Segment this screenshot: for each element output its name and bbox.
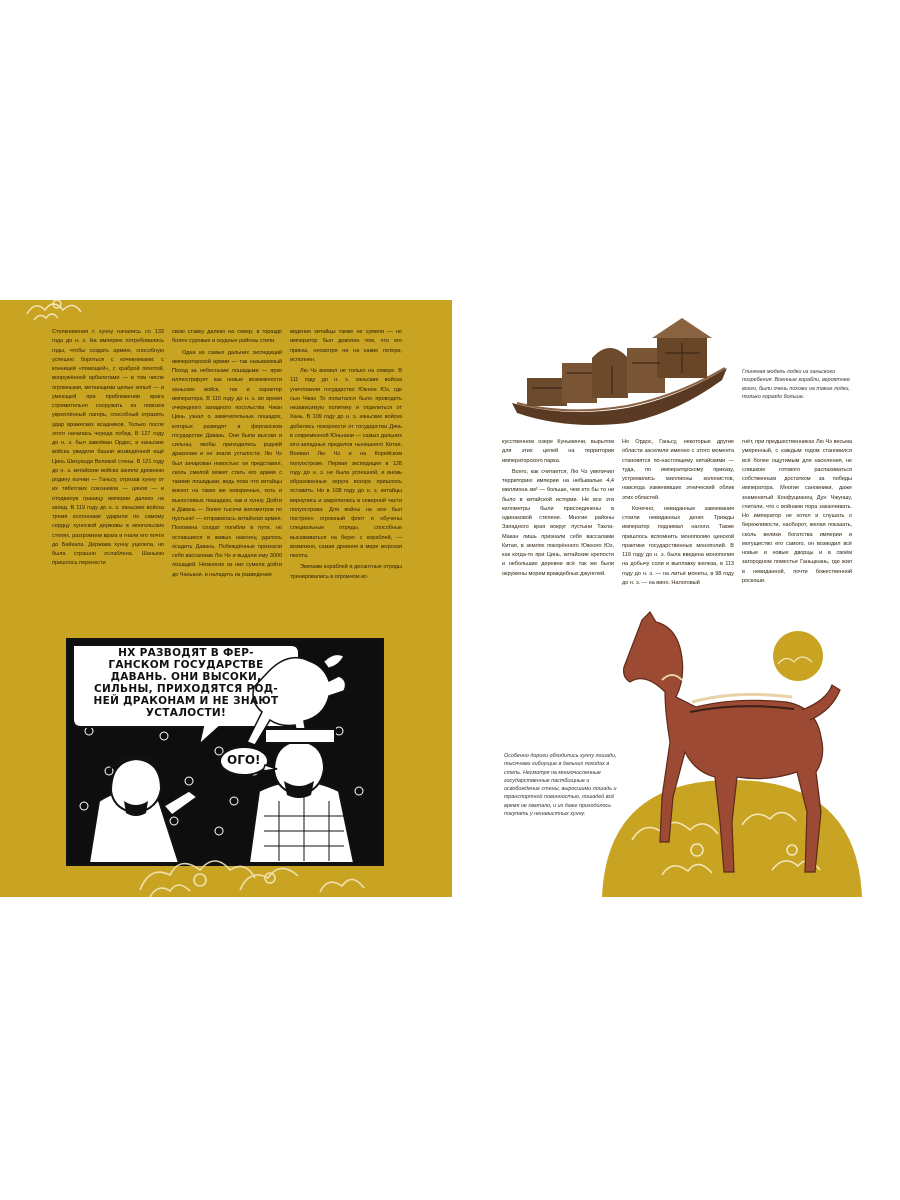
paragraph: Столкновения с хунну начались со 133 года до н. э. На империю потребовались годы, чтобы создать армию, способную успешно бороться с кочевниками: с конницей «помощей», с храброй пехотой, вооружённой арбалетами — в том числе огромными, метающими целые копья! — и умеющей при приближении врага стремительно сооружать из повозок укреплённый лагерь, способный отразить удар вражеских всадников. Только после этого началась череда побед. В 127 году до н. э. был завоёван Ордос, и ханьские войска увидели башни возведённой ещё Цинь Шихуанди Великой стены. В 121 году до н. э. китайские войска заняли древнюю родину юэчжи — Ганьсу, отрезав хунну от их тибетских союзников — цянов — и отодвинув границу империи далеко на запад. В 119 году до н. э. ханьские войска тремя колоннами ударили по самому сердцу хуннской державы в монгольских степях, разгромили врага и гнали его почти до Байкала. Держава хунну уцелела, но была страшно ослаблена. Шаньюю пришлось перенести xyxy=(52,329,164,567)
paragraph: свою ставку далеко на север, в гораздо более суровые и скудные районы степи. xyxy=(172,329,282,345)
speech-line: СИЛЬНЫ, ПРИХОДЯТСЯ РОД- xyxy=(93,683,279,695)
speech-line: УСТАЛОСТИ! xyxy=(145,707,227,719)
text-column-5 xyxy=(622,438,734,590)
speech-line: ДАВАНЬ. ОНИ ВЫСОКИ, xyxy=(110,671,262,683)
clay-horse-figure-image xyxy=(602,610,847,880)
paragraph: кусственном озере Куньминчи, вырытом для этих целей на территории императорского парка. xyxy=(502,439,614,464)
speech-bubble-top xyxy=(77,647,295,719)
text-column-3 xyxy=(290,328,402,584)
paragraph: Всего, как считается, Лю Чэ увеличил территорию империи на небывалые 4,4 миллиона км² — больше, чем кто бы то ни было в китайской истории. Не все эти километры были присоединены в одинаковой степени. Многие районы Западного края вокруг пустыни Такла-Макан лишь признали себя вассалами Китая, в землях покорённого Южного Юэ, как когда-то при Цинь, китайские крепости и небольшие деревни всё так же были окружены морем враждебных джунглей. xyxy=(502,468,614,577)
speech-line: НЕЙ ДРАКОНАМ И НЕ ЗНАЮТ xyxy=(93,695,279,707)
paragraph: гнёт, при предшественниках Лю Чэ весьма умеренный, с каждым годом становился всё более ощутимым для населения, не слишком готового распахиваться собственным достатком за победы императора. Многие сановники, даже знаменитый Конфуцианец Дун Чжуншу, считали, что с войнами пора заканчивать. Но император не хотел и слушать о бережливости, наоборот, желая показать, сколь велики богатства империи и могущество его самого, он возводил всё новые и новые дворцы и в своём загородном поместье Ганьцюань, где жил в невиданной, почти божественной роскоши. xyxy=(742,439,852,584)
text-column-2 xyxy=(172,328,282,582)
text-column-6 xyxy=(742,438,852,588)
speech-bubble-ogo: ОГО! xyxy=(227,753,261,767)
text-column-1 xyxy=(52,328,164,571)
right-page xyxy=(452,300,900,897)
book-spread xyxy=(0,300,900,897)
paragraph: Лю Чэ воевал не только на севере. В 111 году до н. э. ханьские войска уничтожили государство Южное Юэ, где сын Чжао То попытался было проводить независимую политику и отделиться от Хань. В 109 году до н. э. ханьские войска добились покорности от государства Дянь в современной Юньнани — самых дальних юго-западных пределов нынешнего Китая. Воевал Лю Чэ и на Корейском полуострове. Первая экспедиция в 128 году до н. э. не была успешной, и вновь образованные округа вскоре пришлось оставить. Но в 108 году до н. э. китайцы вернулись и закрепились в северной части полуострова. Для войны на юге был построен огромный флот и обучены специальные отряды, способные высаживаться на берег с кораблей, — возможно, самая древняя в мире морская пехота. xyxy=(290,368,402,559)
speech-line: НХ РАЗВОДЯТ В ФЕР- xyxy=(118,647,254,659)
cloud-pattern-icon xyxy=(0,830,452,897)
cloud-ornament-icon xyxy=(22,300,92,324)
text-column-4 xyxy=(502,438,614,581)
caption-boat: Глиняная модель лодки из ханьского погребения. Военные корабли, вероятнее всего, были очень похожи на такие лодки, только гораздо больше. xyxy=(742,369,850,400)
paragraph: ведение китайцы также не сумели — но император был доволен тем, что его приказ, несмотря ни на какие потери, исполнен. xyxy=(290,329,402,363)
paragraph: Одна из самых дальних экспедиций императорской армии — так называемый Поход за небесными лошадьми — ярко иллюстрирует как новые возможности ханьских войск, так и характер императора. В 115 году до н. э. во время очередного западного посольства Чжан Цянь узнал о замечательных лошадях, которых разводят в ферганском государстве Давань. Они были высоки и сильны, якобы приходились роднёй драконам и не знали усталости. Лю Чэ был зачарован новостью: он представил, сколь смелой может стать его армия с такими лошадьми, ведь пока что китайцы воюют на таких же невзрачных, хоть и выносливых лошадках, как и хунну. Дойти в Давань — более тысячи километров по пустыне! — отправилась китайская армия. Половина солдат погибли в пути, но оставшиеся в живых наконец удалось осадить Давань. Побеждённые признали себя вассалами Лю Чэ и выдали ему 3000 лошадей. Немногие из них сумели дойти до Чаньани, и наладить из разведения xyxy=(172,349,282,578)
paragraph: Экипажи кораблей и десантные отряды тренировались в огромном ис- xyxy=(290,564,402,580)
clay-boat-model-image xyxy=(507,318,737,433)
caption-horse: Особенно дороги обходились хунну лошади, тысячами гибнущие в дальних походах в степь. Несмотря на многочисленные государственные пастбищные и освобождение стены, выросшими лошадь и транспортной повинностью, лошадей всё время не хватало, и их даже приходилось покупать у ненавистных хунну. xyxy=(504,753,617,818)
paragraph: Конечно, невиданные завоевания стоили невиданных денег. Трижды император поднимал налоги. Также пришлось вспомнить монополию цинской практики государственных монополий. В 119 году до н. э. была введена монополия на добычу соли и выплавку железа, в 113 году до н. э. — на литьё монеты, в 98 году до н. э. — на вино. Налоговый xyxy=(622,505,734,586)
speech-line: ГАНСКОМ ГОСУДАРСТВЕ xyxy=(108,659,264,671)
left-page xyxy=(0,300,452,897)
paragraph: Но Ордос, Ганьсу, некоторые другие области заселили именно с этого момента становятся по-настоящему китайскими — туда, по императорскому приказу, устремились миллионы колонистов, навсегда изменивших этнический облик этих областей. xyxy=(622,439,734,501)
